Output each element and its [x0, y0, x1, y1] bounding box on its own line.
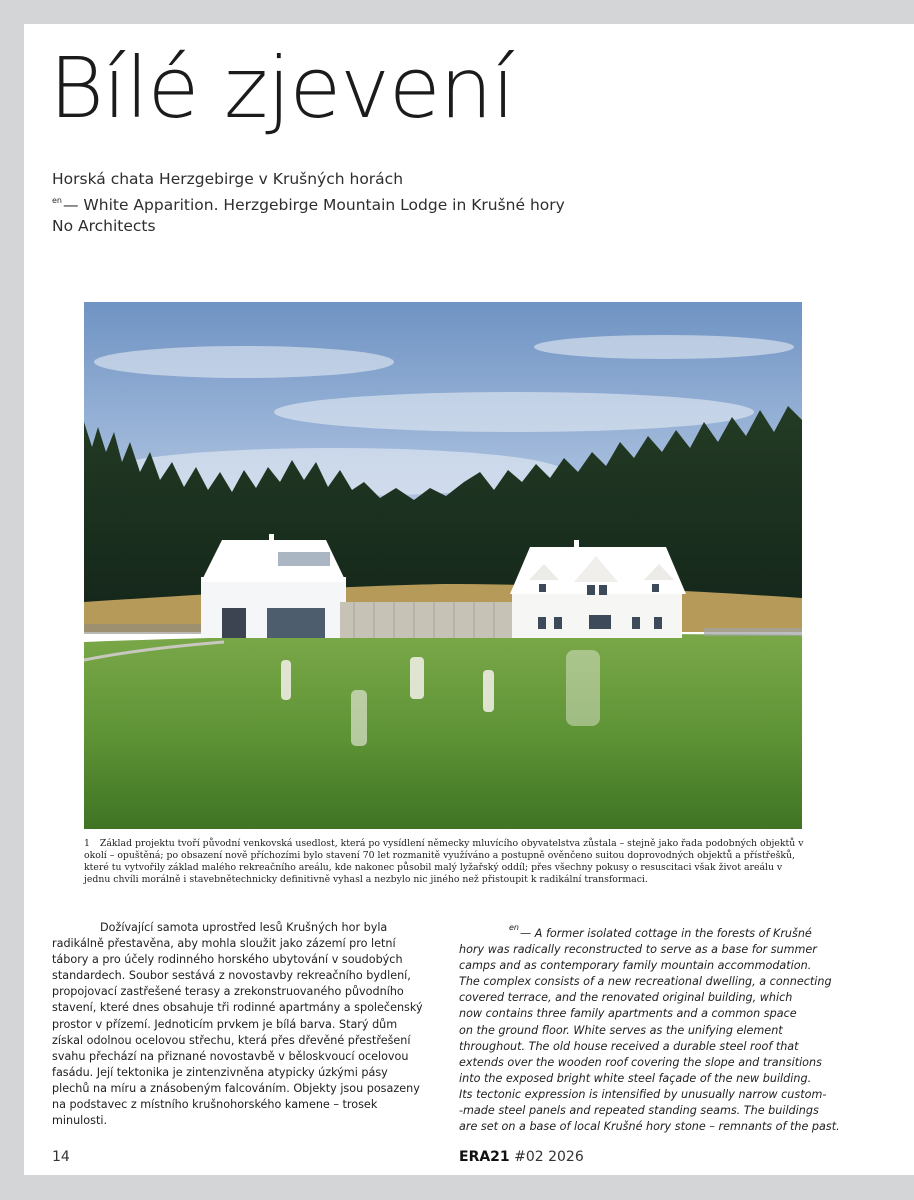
- english-marker: en: [52, 196, 62, 205]
- subtitle-english: — White Apparition. Herzgebirge Mountain Lodge in Krušné hory: [63, 196, 565, 214]
- body-line: získal odolnou ocelovou střechu, která přes dřevěné přestřešení: [52, 1033, 411, 1047]
- body-line: standardech. Soubor sestává z novostavby rekreačního bydlení,: [52, 969, 411, 983]
- body-line: $^{en}$— A former isolated cottage in the forests of Krušné: [509, 923, 812, 940]
- body-column-czech: [52, 920, 424, 1129]
- body-column-english: [459, 920, 839, 1135]
- body-line: Dožívající samota uprostřed lesů Krušných hor byla: [100, 921, 388, 934]
- magazine-issue: [459, 1149, 584, 1165]
- figure-number: 1: [84, 838, 90, 849]
- caption-text: Základ projektu tvoří původní venkovská usedlost, která po vysídlení německy mluvícího obyvatelstva zůstala – stejně jako řada podobných objektů v okolí – opuštěná; po obsazení nově příchozími bylo stavení 70 let rozmanitě využíváno a postupně ověnčeno suitou doprovodných objektů a přístřešků, které tu vytvořily základ malého rekreačního areálu, kde nakonec působil malý lyžařský oddíl; přes všechny pokusy o resuscitaci však život areálu v jednu chvíli morálně i stavebnětechnicky definitivně vyhasl a nezbylo nic jiného než přistoupit k radikální transformaci.: [84, 838, 804, 885]
- body-line: covered terrace, and the renovated original building, which: [459, 991, 793, 1005]
- body-line: prostor v přízemí. Jednoticím prvkem je bílá barva. Starý dům: [52, 1017, 398, 1031]
- body-line: fasádu. Její tektonika je zintenzivněna atypicky úzkými pásy: [52, 1065, 388, 1079]
- body-line: propojovací zastřešené terasy a zrekonstruovaného původního: [52, 985, 404, 999]
- body-line: now contains three family apartments and a common space: [459, 1007, 797, 1021]
- body-line: na podstavec z místního krušnohorského kamene – trosek: [52, 1098, 378, 1112]
- article-subtitles: [52, 169, 565, 237]
- body-line: tábory a pro účely rodinného horského ubytování v soudobých: [52, 953, 403, 967]
- new-building: [201, 534, 346, 638]
- body-line: svahu přechází na přiznané novostavbě v běloskvoucí ocelovou: [52, 1049, 409, 1063]
- body-line: hory was radically reconstructed to serve as a base for summer: [459, 943, 817, 957]
- body-line: stavení, které dnes obsahuje tři rodinné apartmány a společenský: [52, 1001, 423, 1015]
- body-line: on the ground floor. White serves as the unifying element: [459, 1023, 783, 1037]
- magazine-page: [24, 24, 914, 1175]
- issue-number: #02 2026: [509, 1149, 584, 1165]
- body-line: plechů na míru a znásobeným falcováním. Objekty jsou posazeny: [52, 1081, 420, 1095]
- body-line: minulosti.: [52, 1114, 108, 1128]
- lodge-photograph: [84, 302, 802, 829]
- body-line: The complex consists of a new recreational dwelling, a connecting: [459, 975, 832, 989]
- body-line: into the exposed bright white steel façade of the new building.: [459, 1071, 812, 1085]
- architect-name: No Architects: [52, 217, 156, 235]
- magazine-name: ERA21: [459, 1149, 510, 1165]
- article-title: Bílé zjevení: [49, 39, 515, 137]
- subtitle-czech: Horská chata Herzgebirge v Krušných horách: [52, 170, 404, 188]
- page-number: 14: [52, 1149, 70, 1165]
- figure-caption: [84, 838, 809, 886]
- old-house: [510, 540, 686, 638]
- body-line: -made steel panels and repeated standing seams. The buildings: [459, 1104, 819, 1118]
- lawn: [84, 634, 802, 829]
- body-line: extends over the wooden roof covering the slope and transitions: [459, 1055, 822, 1069]
- english-marker: en: [509, 923, 519, 932]
- covered-terrace: [340, 602, 525, 638]
- body-line: camps and as contemporary family mountain accommodation.: [459, 959, 812, 973]
- body-line: Its tectonic expression is intensified by unusually narrow custom-: [459, 1087, 827, 1101]
- subtitle-english-line: [52, 190, 565, 216]
- body-line: throughout. The old house received a durable steel roof that: [459, 1039, 799, 1053]
- body-line: radikálně přestavěna, aby mohla sloužit jako zázemí pro letní: [52, 937, 396, 951]
- body-line: are set on a base of local Krušné hory stone – remnants of the past.: [459, 1120, 840, 1134]
